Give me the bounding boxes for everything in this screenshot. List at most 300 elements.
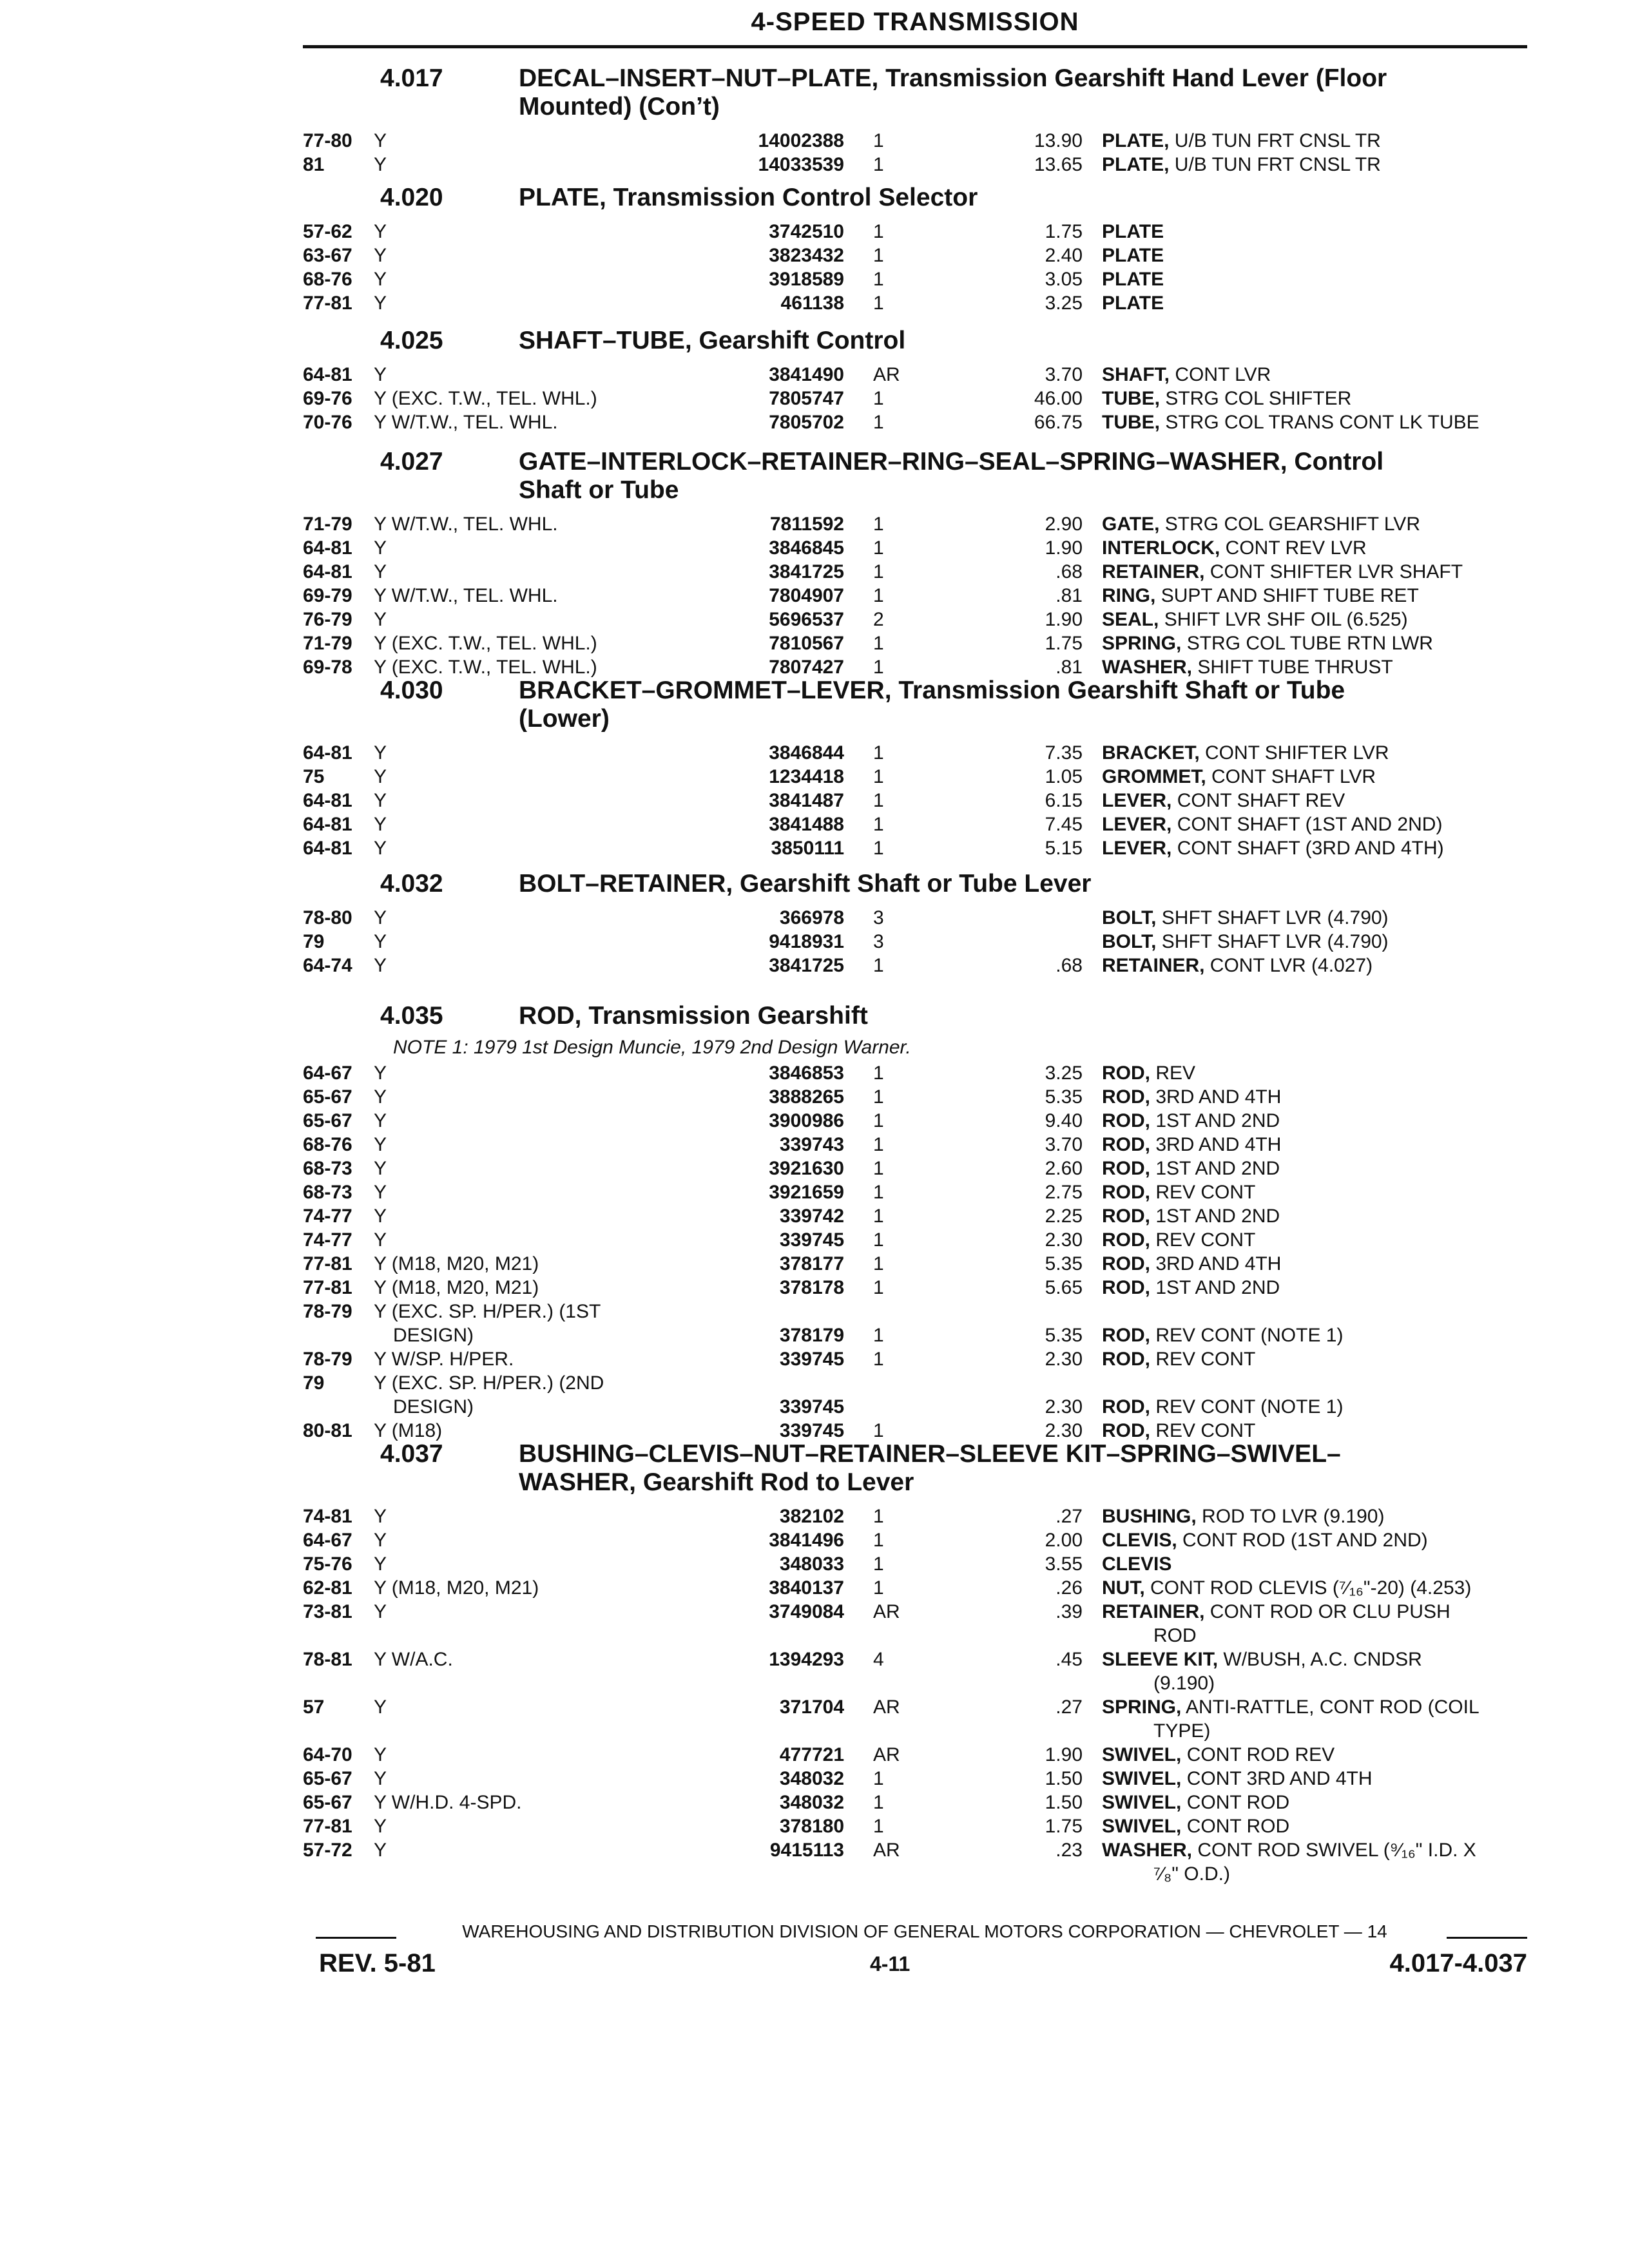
row-model: Y W/T.W., TEL. WHL. [374,412,558,433]
description-line [1102,1349,1566,1372]
row-quantity: 1 [873,221,884,242]
row-part-number: 3841725 [769,561,844,582]
row-price: 13.90 [1034,130,1083,151]
row-price: 5.35 [1045,1086,1083,1108]
part-name: ROD, [1102,1182,1150,1203]
row-years: 71-79 [303,514,352,535]
row-description [1102,609,1566,633]
row-model: Y (EXC. T.W., TEL. WHL.) [374,657,597,678]
row-model: Y [374,154,387,175]
description-text: SHIFT TUBE THRUST [1197,657,1393,678]
description-text: SHFT SHAFT LVR (4.790) [1161,907,1389,928]
row-part-number: 3850111 [771,838,844,859]
part-name: PLATE [1102,293,1164,314]
row-price: .68 [1055,561,1083,582]
description-text: 3RD AND 4TH [1155,1134,1282,1155]
row-years: 70-76 [303,412,352,433]
row-price: 6.15 [1045,790,1083,811]
row-years: 68-76 [303,269,352,290]
description-line [1102,609,1566,633]
row-description [1102,514,1566,537]
row-model: Y W/SP. H/PER. [374,1349,514,1370]
row-price: 2.60 [1045,1158,1083,1179]
row-years: 64-81 [303,561,352,582]
description-line [1102,1396,1566,1420]
row-years: 64-70 [303,1744,352,1765]
footer-division: WAREHOUSING AND DISTRIBUTION DIVISION OF GENERAL MOTORS CORPORATION — CHEVROLET — 14 [462,1921,1387,1941]
row-part-number: 339745 [779,1396,844,1418]
description-line [1102,742,1566,766]
description-line [1102,293,1566,316]
description-text: REV CONT [1155,1420,1256,1441]
description-text: ROD [1153,1625,1197,1646]
row-description [1102,1744,1566,1768]
part-row [303,514,1566,537]
row-years: 68-73 [303,1182,352,1203]
section-title [519,448,1550,505]
row-description [1102,955,1566,979]
row-description [1102,814,1566,838]
part-name: TUBE, [1102,388,1160,409]
row-years: 74-81 [303,1506,352,1527]
row-description [1102,412,1566,436]
section-title [519,870,1550,898]
row-years: 64-81 [303,742,352,764]
row-part-number: 339742 [779,1206,844,1227]
part-row [303,1649,1566,1694]
row-model: Y [374,1110,387,1131]
part-name: LEVER, [1102,814,1172,835]
part-row [303,1086,1566,1110]
description-line [1102,1840,1566,1863]
row-description [1102,364,1566,388]
row-description [1102,1134,1566,1158]
description-line [1102,1601,1566,1625]
row-quantity: 1 [873,130,884,151]
row-description [1102,245,1566,269]
row-price: 1.50 [1045,1768,1083,1789]
row-years: 63-67 [303,245,352,266]
row-description [1102,293,1566,316]
row-price: 3.25 [1045,293,1083,314]
row-description [1102,1158,1566,1182]
row-quantity: 1 [873,838,884,859]
part-row [303,364,1566,388]
section-number: 4.037 [380,1440,443,1468]
row-years: 69-79 [303,585,352,606]
row-part-number: 7811592 [769,514,844,535]
description-line [1102,1277,1566,1301]
row-price: 5.65 [1045,1277,1083,1298]
section-number: 4.032 [380,870,443,898]
part-name: ROD, [1102,1229,1150,1251]
row-part-number: 3841490 [769,364,844,385]
part-name: ROD, [1102,1349,1150,1370]
part-row [303,269,1566,293]
row-description [1102,1086,1566,1110]
description-text: CONT ROD [1186,1792,1290,1813]
part-name: ROD, [1102,1158,1150,1179]
row-years: 78-81 [303,1649,352,1670]
row-quantity: 1 [873,245,884,266]
description-text: 3RD AND 4TH [1155,1086,1282,1108]
row-part-number: 3840137 [769,1577,844,1599]
row-quantity: AR [873,1696,900,1718]
description-text: CONT SHIFTER LVR [1205,742,1389,764]
section-title-line: Shaft or Tube [519,476,679,504]
row-years: 65-67 [303,1086,352,1108]
row-quantity: 1 [873,633,884,654]
row-model: Y [374,838,387,859]
part-row [303,1277,1566,1301]
part-row [303,1110,1566,1134]
part-name: SWIVEL, [1102,1744,1182,1765]
row-years: 68-73 [303,1158,352,1179]
row-quantity: 1 [873,1506,884,1527]
description-text: REV [1155,1062,1196,1084]
description-text: CONT ROD OR CLU PUSH [1210,1601,1451,1622]
row-years: 76-79 [303,609,352,630]
row-description [1102,154,1566,178]
part-row [303,293,1566,316]
row-part-number: 371704 [779,1696,844,1718]
description-line [1102,130,1566,154]
description-line [1102,388,1566,412]
row-years: 69-76 [303,388,352,409]
part-name: LEVER, [1102,838,1172,859]
description-text: REV CONT (NOTE 1) [1155,1325,1344,1346]
row-years: 64-81 [303,790,352,811]
footer-section-range: 4.017-4.037 [1389,1949,1527,1977]
row-years: 80-81 [303,1420,352,1441]
description-text: 1ST AND 2ND [1155,1158,1280,1179]
section-title-line: BUSHING–CLEVIS–NUT–RETAINER–SLEEVE KIT–SPRING–SWIVEL– [519,1440,1341,1468]
row-quantity: 1 [873,1062,884,1084]
row-part-number: 9418931 [769,931,844,952]
row-part-number: 3841496 [769,1530,844,1551]
description-line [1102,1673,1566,1696]
description-line [1102,766,1566,790]
description-text: REV CONT (NOTE 1) [1155,1396,1344,1418]
description-line [1102,245,1566,269]
description-text: REV CONT [1155,1229,1256,1251]
row-years: 64-81 [303,364,352,385]
row-price: 3.70 [1045,364,1083,385]
row-model: Y [374,814,387,835]
row-part-number: 7810567 [769,633,844,654]
description-line [1102,1696,1566,1720]
row-part-number: 339745 [779,1229,844,1251]
description-text: ROD TO LVR (9.190) [1202,1506,1385,1527]
description-line [1102,907,1566,931]
row-years: 65-67 [303,1792,352,1813]
row-description [1102,1768,1566,1792]
row-model: Y [374,1182,387,1203]
row-part-number: 1234418 [769,766,844,787]
row-description [1102,838,1566,861]
row-part-number: 3846844 [769,742,844,764]
row-price: 1.75 [1045,1816,1083,1837]
row-quantity: 1 [873,1158,884,1179]
description-line [1102,1325,1566,1349]
row-model: Y [374,293,387,314]
description-text: TYPE) [1153,1720,1211,1742]
row-years: 64-74 [303,955,352,976]
row-part-number: 348032 [779,1768,844,1789]
row-model: Y [374,931,387,952]
part-row [303,742,1566,766]
row-years: 62-81 [303,1577,352,1599]
row-price: 2.75 [1045,1182,1083,1203]
part-name: BOLT, [1102,907,1157,928]
part-name: NUT, [1102,1577,1145,1599]
row-part-number: 3749084 [769,1601,844,1622]
row-price: 5.35 [1045,1253,1083,1274]
row-quantity: 1 [873,1530,884,1551]
row-part-number: 3823432 [769,245,844,266]
section-title-line: GATE–INTERLOCK–RETAINER–RING–SEAL–SPRING–WASHER, Control [519,448,1384,476]
row-quantity: 1 [873,412,884,433]
row-price: 7.45 [1045,814,1083,835]
part-name: SWIVEL, [1102,1792,1182,1813]
row-quantity: AR [873,364,900,385]
row-model: Y W/T.W., TEL. WHL. [374,514,558,535]
row-model: Y [374,742,387,764]
description-line [1102,514,1566,537]
description-line [1102,1062,1566,1086]
row-description [1102,907,1566,931]
row-model-continued: DESIGN) [393,1325,474,1346]
part-name: ROD, [1102,1086,1150,1108]
section-title [519,677,1550,733]
row-quantity: 1 [873,1577,884,1599]
part-row [303,221,1566,245]
description-text: W/BUSH, A.C. CNDSR [1223,1649,1422,1670]
description-line [1102,585,1566,609]
description-line [1102,1229,1566,1253]
row-description [1102,1110,1566,1134]
description-line [1102,1744,1566,1768]
row-years: 69-78 [303,657,352,678]
row-quantity: 1 [873,269,884,290]
part-name: PLATE [1102,269,1164,290]
part-name: ROD, [1102,1420,1150,1441]
footer-revision: REV. 5-81 [319,1949,436,1977]
description-text: 1ST AND 2ND [1155,1206,1280,1227]
row-model: Y [374,245,387,266]
row-description [1102,561,1566,585]
row-years: 74-77 [303,1229,352,1251]
description-line [1102,1206,1566,1229]
description-line [1102,364,1566,388]
row-part-number: 5696537 [769,609,844,630]
row-model: Y W/A.C. [374,1649,453,1670]
row-description [1102,1553,1566,1577]
part-row [303,766,1566,790]
description-text: STRG COL TUBE RTN LWR [1186,633,1433,654]
row-price: 5.35 [1045,1325,1083,1346]
row-years: 65-67 [303,1110,352,1131]
row-years: 71-79 [303,633,352,654]
row-model: Y [374,1229,387,1251]
row-price: .26 [1055,1577,1083,1599]
row-quantity: 1 [873,657,884,678]
part-row [303,1840,1566,1885]
row-price: 2.30 [1045,1349,1083,1370]
description-line [1102,1182,1566,1206]
row-price: .45 [1055,1649,1083,1670]
row-model: Y (M18, M20, M21) [374,1277,539,1298]
row-description [1102,1277,1566,1301]
description-line [1102,790,1566,814]
row-years: 73-81 [303,1601,352,1622]
row-quantity: 1 [873,814,884,835]
part-name: GATE, [1102,514,1160,535]
row-description [1102,1506,1566,1530]
part-row [303,1768,1566,1792]
part-row [303,814,1566,838]
row-price: 2.90 [1045,514,1083,535]
row-part-number: 3841487 [769,790,844,811]
part-row [303,609,1566,633]
row-description [1102,1577,1566,1601]
row-price: 1.50 [1045,1792,1083,1813]
row-model: Y (EXC. T.W., TEL. WHL.) [374,388,597,409]
row-part-number: 3921630 [769,1158,844,1179]
part-name: PLATE, [1102,154,1170,175]
row-years: 75 [303,766,325,787]
description-text: STRG COL TRANS CONT LK TUBE [1165,412,1480,433]
part-name: WASHER, [1102,657,1193,678]
part-row [303,1530,1566,1553]
part-row [303,245,1566,269]
row-price: 1.90 [1045,609,1083,630]
row-quantity: 1 [873,514,884,535]
part-row [303,412,1566,436]
description-line [1102,1625,1566,1649]
part-row [303,1206,1566,1229]
row-years: 77-81 [303,1277,352,1298]
row-years: 57 [303,1696,325,1718]
part-row [303,388,1566,412]
part-name: ROD, [1102,1062,1150,1084]
row-description [1102,1696,1566,1744]
row-quantity: 1 [873,766,884,787]
description-line [1102,561,1566,585]
section-note: NOTE 1: 1979 1st Design Muncie, 1979 2nd Design Warner. [393,1037,911,1058]
row-part-number: 3918589 [769,269,844,290]
row-description [1102,221,1566,245]
footer-rule-right [1447,1937,1527,1939]
part-name: LEVER, [1102,790,1172,811]
row-description [1102,931,1566,955]
row-model: Y [374,537,387,559]
row-quantity: 1 [873,1182,884,1203]
part-row [303,1553,1566,1577]
description-text: CONT ROD (1ST AND 2ND) [1182,1530,1428,1551]
part-name: PLATE [1102,245,1164,266]
row-model: Y (M18, M20, M21) [374,1253,539,1274]
description-text: 1ST AND 2ND [1155,1277,1280,1298]
row-model: Y [374,1086,387,1108]
row-part-number: 339743 [779,1134,844,1155]
row-years: 78-79 [303,1349,352,1370]
section-number: 4.027 [380,448,443,476]
row-model: Y [374,609,387,630]
row-quantity: 1 [873,388,884,409]
page-title: 4-SPEED TRANSMISSION [751,8,1079,36]
section-title [519,64,1550,121]
description-line [1102,838,1566,861]
row-years: 65-67 [303,1768,352,1789]
row-quantity: AR [873,1840,900,1861]
part-row [303,1744,1566,1768]
row-quantity: 3 [873,931,884,952]
row-years: 68-76 [303,1134,352,1155]
section-title-line: BRACKET–GROMMET–LEVER, Transmission Gearshift Shaft or Tube [519,677,1345,704]
row-model: Y [374,1553,387,1575]
row-part-number: 7805702 [769,412,844,433]
description-line [1102,955,1566,979]
row-years: 64-81 [303,814,352,835]
description-text: SUPT AND SHIFT TUBE RET [1161,585,1419,606]
row-price: .23 [1055,1840,1083,1861]
row-price: .27 [1055,1696,1083,1718]
row-quantity: 1 [873,1277,884,1298]
row-years: 64-81 [303,838,352,859]
row-model: Y [374,1696,387,1718]
description-text: ANTI-RATTLE, CONT ROD (COIL [1186,1696,1480,1718]
row-quantity: 1 [873,293,884,314]
part-name: PLATE [1102,221,1164,242]
description-line [1102,1086,1566,1110]
description-line [1102,1863,1566,1887]
row-model: Y [374,1816,387,1837]
row-part-number: 378177 [779,1253,844,1274]
row-quantity: 1 [873,1420,884,1441]
part-row [303,1229,1566,1253]
section-title [519,1440,1550,1497]
row-part-number: 7805747 [769,388,844,409]
description-text: CONT ROD SWIVEL (⁹⁄₁₆" I.D. X [1197,1840,1476,1861]
row-description [1102,1206,1566,1229]
part-name: BOLT, [1102,931,1157,952]
description-line [1102,1253,1566,1277]
row-description [1102,269,1566,293]
part-name: ROD, [1102,1134,1150,1155]
row-price: 9.40 [1045,1110,1083,1131]
section-title [519,184,1550,212]
part-name: TUBE, [1102,412,1160,433]
row-years: 77-81 [303,1253,352,1274]
row-quantity: 1 [873,1229,884,1251]
row-model: Y [374,130,387,151]
row-price: 5.15 [1045,838,1083,859]
row-part-number: 14033539 [758,154,844,175]
row-model: Y [374,269,387,290]
row-price: 1.75 [1045,633,1083,654]
row-years: 77-80 [303,130,352,151]
part-row [303,1372,1566,1418]
row-quantity: 1 [873,1792,884,1813]
row-years: 64-67 [303,1530,352,1551]
section-title-line: ROD, Transmission Gearshift [519,1002,868,1030]
description-text: STRG COL GEARSHIFT LVR [1164,514,1420,535]
row-quantity: 1 [873,1086,884,1108]
row-quantity: AR [873,1601,900,1622]
header-rule [303,45,1527,48]
row-price: 1.75 [1045,221,1083,242]
